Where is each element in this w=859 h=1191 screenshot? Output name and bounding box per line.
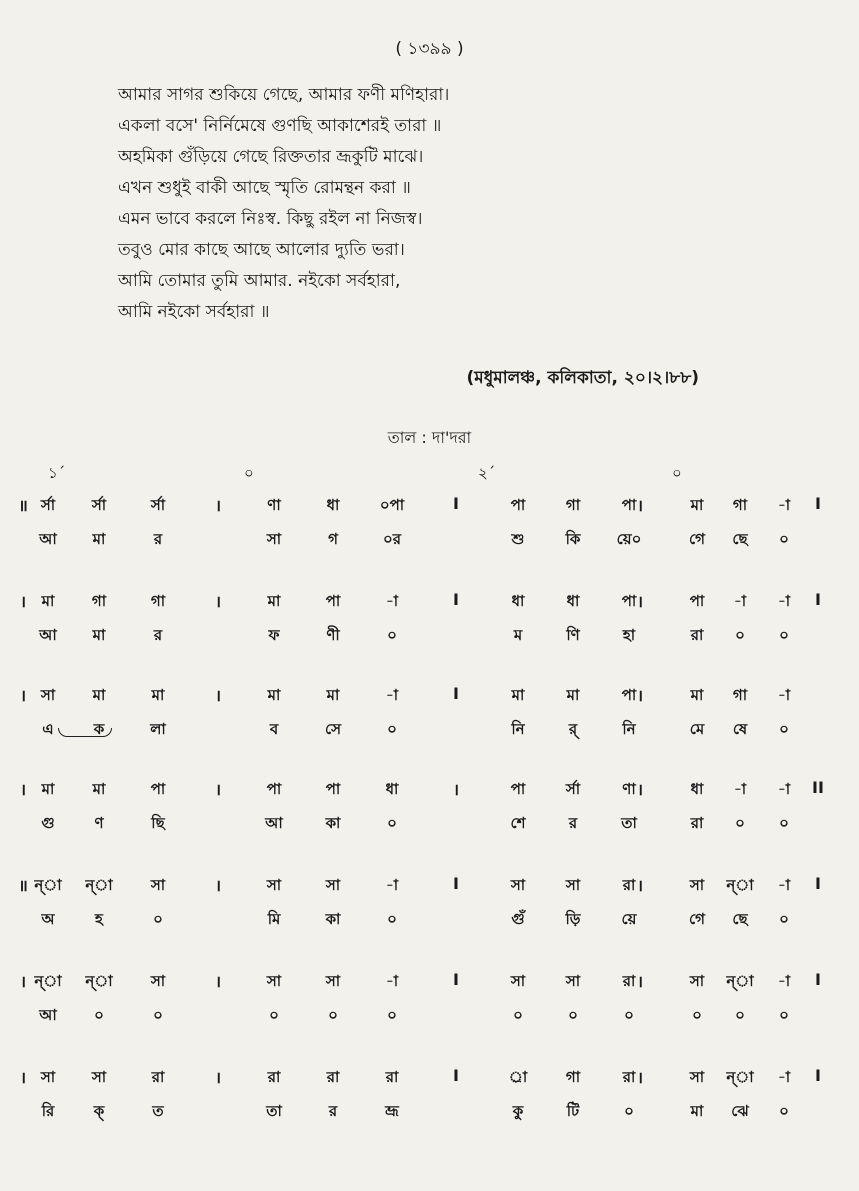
lyric-syllable: মা — [92, 626, 106, 644]
lyric-syllable: ০ — [153, 1006, 163, 1024]
bar-line: । — [19, 1068, 27, 1087]
lyric-syllable: ০ — [735, 1006, 745, 1024]
swara-row — [0, 1066, 859, 1092]
lyric-syllable: ০ — [328, 1006, 338, 1024]
lyric-row — [0, 528, 859, 554]
bar-line: I — [453, 970, 459, 989]
lyric-syllable: শু — [511, 530, 525, 548]
swara-note: -া — [733, 780, 747, 798]
lyric-syllable: ০ — [387, 814, 397, 832]
lyric-syllable: ০ — [387, 910, 397, 928]
lyric-syllable: ত — [152, 1102, 164, 1120]
lyric-syllable: ছে — [732, 910, 748, 928]
lyric-syllable: ঝে — [731, 1102, 749, 1120]
swara-note: পা — [325, 592, 341, 610]
lyric-syllable: ছে — [732, 530, 748, 548]
swara-note: সা — [325, 972, 341, 990]
swara-note: -া — [777, 592, 791, 610]
bar-line: । — [214, 496, 222, 515]
lyric-syllable: কি — [565, 530, 581, 548]
bar-line: II — [812, 778, 824, 797]
lyric-syllable: ০ — [94, 1006, 104, 1024]
swara-note: সা — [325, 876, 341, 894]
lyric-row — [0, 1004, 859, 1030]
lyric-syllable: নি — [622, 720, 636, 738]
swara-note: ধা — [690, 780, 704, 798]
lyric-syllable: ০ — [779, 910, 789, 928]
bar-line: । — [19, 686, 27, 705]
lyric-syllable: টি — [566, 1102, 580, 1120]
bar-line: । — [636, 972, 644, 991]
lyric-syllable: ক — [93, 720, 105, 738]
poem-line: অহমিকা গুঁড়িয়ে গেছে রিক্ততার ভ্রূকুটি মাঝে। — [118, 147, 424, 167]
lyric-syllable: ড়ি — [565, 910, 581, 928]
swara-note: -া — [385, 876, 399, 894]
bar-line: । — [19, 780, 27, 799]
swara-row — [0, 494, 859, 520]
swara-note: সা — [510, 972, 526, 990]
swara-note: সা — [689, 1068, 705, 1086]
lyric-syllable: আ — [39, 626, 57, 644]
swara-note: র্সা — [150, 496, 166, 514]
swara-note: র্সা — [40, 496, 56, 514]
lyric-syllable: তা — [621, 814, 637, 832]
lyric-syllable: ফ — [268, 626, 280, 644]
poem-line: আমি নইকো সর্বহারা ॥ — [118, 302, 270, 322]
notation-block — [0, 874, 859, 944]
lyric-syllable: কু — [512, 1102, 524, 1120]
lyric-syllable: ০র — [382, 530, 401, 548]
lyric-syllable: ০ — [513, 1006, 523, 1024]
lyric-syllable: য়ে — [621, 910, 637, 928]
swara-note: মা — [511, 686, 525, 704]
lyric-syllable: ণ — [94, 814, 104, 832]
swara-note: গা — [565, 496, 581, 514]
lyric-syllable: ০ — [779, 720, 789, 738]
swara-note: -া — [777, 686, 791, 704]
lyric-row — [0, 812, 859, 838]
poem-line: একলা বসে' নির্নিমেষে গুণছি আকাশেরই তারা ॥ — [118, 116, 442, 136]
swara-note: সা — [266, 972, 282, 990]
swara-note: মা — [41, 592, 55, 610]
bar-line: । — [636, 780, 644, 799]
notation-block — [0, 778, 859, 848]
lyric-syllable: র — [568, 814, 578, 832]
lyric-syllable: নি — [511, 720, 525, 738]
swara-note: ন্‌া — [34, 972, 62, 990]
swara-note: ধা — [326, 496, 340, 514]
swara-note: মা — [92, 780, 106, 798]
swara-note: সা — [91, 1068, 107, 1086]
bar-line: ॥ — [18, 496, 28, 515]
swara-note: পা — [689, 592, 705, 610]
swara-note: রা — [385, 1068, 399, 1086]
swara-note: সা — [510, 876, 526, 894]
swara-note: ন্‌া — [726, 1068, 754, 1086]
bar-line: I — [453, 494, 459, 513]
swara-note: রা — [326, 1068, 340, 1086]
lyric-syllable: য়ে০ — [616, 530, 642, 548]
bar-line: I — [453, 590, 459, 609]
swara-note: রা — [622, 876, 636, 894]
lyric-syllable: ০ — [624, 1102, 634, 1120]
swara-note: -া — [733, 592, 747, 610]
tala-mark: ০ — [672, 464, 682, 482]
lyric-syllable: ০ — [568, 1006, 578, 1024]
swara-note: পা — [621, 592, 637, 610]
lyric-syllable: ০ — [779, 626, 789, 644]
lyric-syllable: ০ — [269, 1006, 279, 1024]
lyric-syllable: রা — [690, 626, 704, 644]
lyric-syllable: ক্ — [93, 1102, 105, 1120]
lyric-syllable: ম — [513, 626, 523, 644]
bar-line: । — [452, 780, 460, 799]
swara-note: র্সা — [91, 496, 107, 514]
lyric-syllable: রা — [690, 814, 704, 832]
lyric-syllable: আ — [265, 814, 283, 832]
swara-note: রা — [622, 972, 636, 990]
notation-block — [0, 494, 859, 564]
swara-note: গা — [732, 496, 748, 514]
swara-note: মা — [267, 592, 281, 610]
swara-note: মা — [690, 496, 704, 514]
bar-line: । — [19, 592, 27, 611]
swara-note: মা — [151, 686, 165, 704]
swara-note: মা — [690, 686, 704, 704]
swara-note: -া — [777, 780, 791, 798]
lyric-syllable: গু — [41, 814, 55, 832]
swara-note: -া — [385, 592, 399, 610]
lyric-syllable: সে — [325, 720, 341, 738]
bar-line: । — [636, 1068, 644, 1087]
swara-note: সা — [150, 876, 166, 894]
swara-note: গা — [150, 592, 166, 610]
bar-line: ॥ — [18, 876, 28, 895]
swara-note: পা — [621, 496, 637, 514]
swara-note: গা — [565, 1068, 581, 1086]
bar-line: । — [214, 972, 222, 991]
poem — [118, 80, 449, 328]
lyric-syllable: ০ — [387, 720, 397, 738]
lyric-row — [0, 1100, 859, 1126]
swara-note: রা — [622, 1068, 636, 1086]
poem-line: এখন শুধুই বাকী আছে স্মৃতি রোমন্থন করা ॥ — [118, 178, 411, 198]
swara-note: সা — [150, 972, 166, 990]
swara-note: ন্‌া — [85, 876, 113, 894]
lyric-syllable: ষে — [732, 720, 748, 738]
lyric-syllable: র্ — [568, 720, 578, 738]
swara-note: র্সা — [565, 780, 581, 798]
lyric-syllable: ব — [269, 720, 279, 738]
lyric-syllable: ০ — [624, 1006, 634, 1024]
lyric-syllable: সা — [266, 530, 282, 548]
lyric-syllable: ছি — [151, 814, 165, 832]
swara-note: ণা — [267, 496, 281, 514]
poem-line: আমি তোমার তুমি আমার. নইকো সর্বহারা, — [118, 271, 401, 291]
swara-note: ধা — [566, 592, 580, 610]
lyric-syllable: ০ — [387, 626, 397, 644]
lyric-syllable: ০ — [387, 1006, 397, 1024]
bar-line: I — [815, 494, 821, 513]
swara-note: -া — [385, 686, 399, 704]
swara-note: রা — [151, 1068, 165, 1086]
tala-marks — [0, 462, 859, 486]
lyric-syllable: ০ — [779, 1006, 789, 1024]
lyric-syllable: ০ — [779, 1102, 789, 1120]
tala-mark: ০ — [244, 464, 254, 482]
swara-note: ণা — [622, 780, 636, 798]
bar-line: । — [214, 876, 222, 895]
lyric-syllable: অ — [41, 910, 55, 928]
lyric-syllable: মে — [689, 720, 705, 738]
swara-note: পা — [150, 780, 166, 798]
swara-note: মা — [267, 686, 281, 704]
swara-note: সা — [689, 972, 705, 990]
swara-note: পা — [510, 496, 526, 514]
swara-note: রা — [267, 1068, 281, 1086]
lyric-syllable: গে — [689, 530, 705, 548]
swara-note: ০পা — [379, 496, 405, 514]
swara-note: -া — [777, 876, 791, 894]
lyric-syllable: হ — [95, 910, 103, 928]
slur-mark — [58, 728, 112, 737]
source-citation: (মধুমালঞ্চ, কলিকাতা, ২০।২।৮৮) — [466, 368, 699, 388]
swara-note: সা — [565, 876, 581, 894]
lyric-syllable: গ — [328, 530, 338, 548]
swara-note: গা — [732, 686, 748, 704]
bar-line: । — [214, 686, 222, 705]
bar-line: I — [815, 590, 821, 609]
lyric-syllable: কা — [325, 814, 341, 832]
swara-note: সা — [40, 1068, 56, 1086]
bar-line: I — [815, 1066, 821, 1085]
swara-note: মা — [92, 686, 106, 704]
poem-line: তবুও মোর কাছে আছে আলোর দ্যুতি ভরা। — [118, 240, 405, 260]
bar-line: I — [815, 874, 821, 893]
bar-line: । — [636, 592, 644, 611]
tala-mark: ১´ — [48, 464, 66, 482]
swara-note: -া — [777, 1068, 791, 1086]
swara-note: ধা — [511, 592, 525, 610]
lyric-syllable: রি — [41, 1102, 55, 1120]
bar-line: । — [214, 1068, 222, 1087]
swara-note: মা — [326, 686, 340, 704]
lyric-syllable: র — [153, 530, 163, 548]
lyric-syllable: গুঁ — [511, 910, 525, 928]
tala-mark: ২´ — [478, 464, 496, 482]
bar-line: । — [214, 592, 222, 611]
lyric-syllable: আ — [39, 530, 57, 548]
lyric-syllable: র — [153, 626, 163, 644]
swara-note: ন্‌া — [85, 972, 113, 990]
bar-line: । — [19, 972, 27, 991]
bar-line: । — [214, 780, 222, 799]
swara-note: পা — [621, 686, 637, 704]
swara-note: পা — [510, 780, 526, 798]
lyric-syllable: এ — [42, 720, 54, 738]
lyric-syllable: ০ — [779, 814, 789, 832]
tala-heading: তাল : দা'দরা — [387, 428, 472, 447]
swara-note: পা — [325, 780, 341, 798]
notation-block — [0, 1066, 859, 1136]
poem-line: আমার সাগর শুকিয়ে গেছে, আমার ফণী মণিহারা। — [118, 85, 450, 105]
lyric-row — [0, 908, 859, 934]
lyric-syllable: ণী — [326, 626, 340, 644]
swara-row — [0, 874, 859, 900]
bar-line: I — [815, 970, 821, 989]
swara-note: সা — [689, 876, 705, 894]
swara-note: -া — [777, 972, 791, 990]
swara-row — [0, 684, 859, 710]
lyric-syllable: হা — [622, 626, 636, 644]
bar-line: । — [636, 686, 644, 705]
swara-note: গা — [91, 592, 107, 610]
lyric-syllable: মি — [267, 910, 281, 928]
bar-line: I — [453, 874, 459, 893]
swara-note: -া — [777, 496, 791, 514]
lyric-syllable: ০ — [779, 530, 789, 548]
notation-block — [0, 590, 859, 660]
lyric-syllable: কা — [325, 910, 341, 928]
swara-note: ন্‌া — [726, 876, 754, 894]
notation-block — [0, 684, 859, 754]
bar-line: I — [453, 684, 459, 703]
bar-line: । — [636, 496, 644, 515]
lyric-syllable: ০ — [153, 910, 163, 928]
lyric-syllable: লা — [150, 720, 166, 738]
swara-note: ন্‌া — [34, 876, 62, 894]
swara-row — [0, 778, 859, 804]
lyric-row — [0, 718, 859, 744]
lyric-syllable: ণি — [566, 626, 580, 644]
notation-block — [0, 970, 859, 1040]
swara-note: ন্‌া — [726, 972, 754, 990]
lyric-syllable: ০ — [692, 1006, 702, 1024]
lyric-syllable: তা — [266, 1102, 282, 1120]
lyric-syllable: মা — [92, 530, 106, 548]
swara-note: -া — [385, 972, 399, 990]
swara-row — [0, 970, 859, 996]
lyric-syllable: ০ — [735, 626, 745, 644]
swara-note: সা — [266, 876, 282, 894]
swara-note: র্‌া — [508, 1068, 528, 1086]
lyric-syllable: শে — [510, 814, 526, 832]
page-number: ( ১৩৯৯ ) — [395, 39, 464, 59]
lyric-syllable: ০ — [735, 814, 745, 832]
lyric-syllable: গে — [689, 910, 705, 928]
poem-line: এমন ভাবে করলে নিঃস্ব. কিছু রইল না নিজস্ব। — [118, 209, 423, 229]
swara-note: মা — [41, 780, 55, 798]
swara-note: পা — [266, 780, 282, 798]
lyric-row — [0, 624, 859, 650]
lyric-syllable: মা — [690, 1102, 704, 1120]
swara-note: সা — [40, 686, 56, 704]
lyric-syllable: আ — [39, 1006, 57, 1024]
swara-note: মা — [566, 686, 580, 704]
lyric-syllable: র — [328, 1102, 338, 1120]
swara-note: ধা — [385, 780, 399, 798]
bar-line: I — [453, 1066, 459, 1085]
swara-row — [0, 590, 859, 616]
lyric-syllable: ভ্রূ — [385, 1102, 399, 1120]
swara-note: সা — [565, 972, 581, 990]
bar-line: । — [636, 876, 644, 895]
